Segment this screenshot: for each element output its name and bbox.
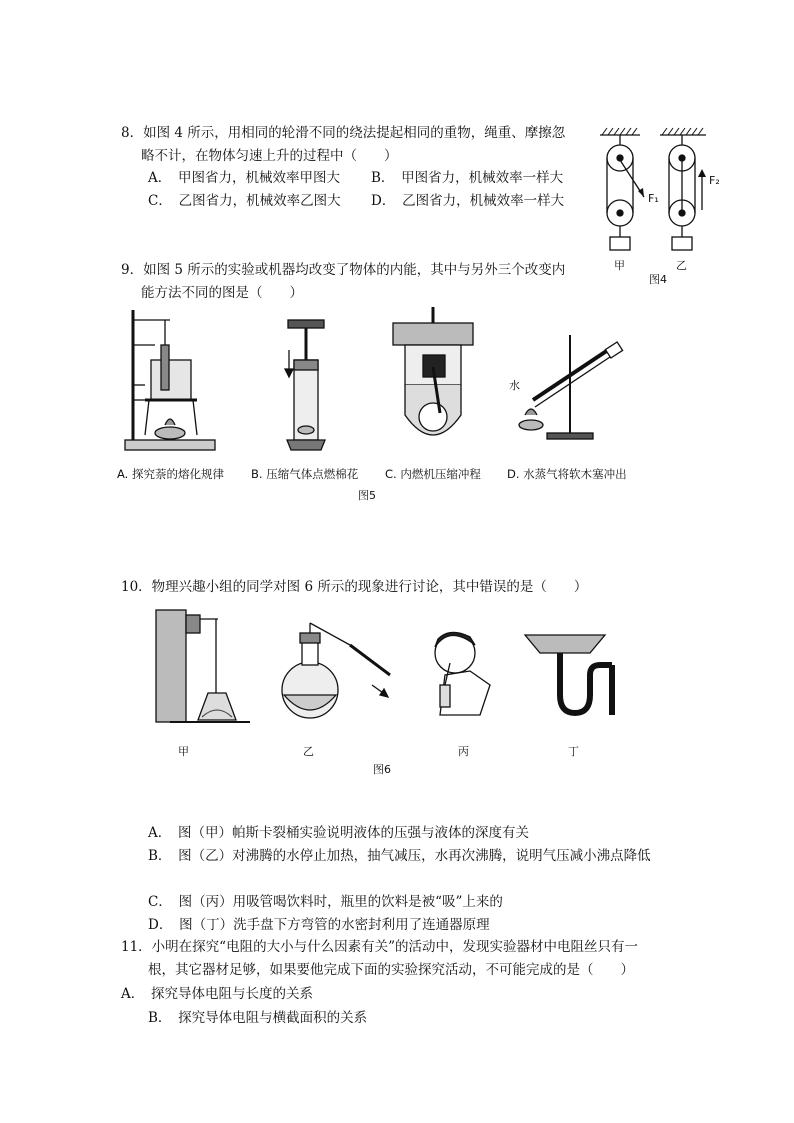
q8-option-c: C． 乙图省力，机械效率乙图大 <box>148 193 341 209</box>
figure6-label-yi: 乙 <box>303 745 314 758</box>
q8-option-b: B． 甲图省力，机械效率一样大 <box>371 170 564 186</box>
q8-stem-line2: 略不计，在物体匀速上升的过程中（ ） <box>141 148 398 164</box>
figure6-label-bing: 丙 <box>458 745 469 758</box>
figure-5-experiments <box>115 305 635 465</box>
q8-option-d: D． 乙图省力，机械效率一样大 <box>371 193 565 209</box>
figure5-caption-a: A. 探究萘的熔化规律 <box>117 467 224 481</box>
q9-stem-line2: 能方法不同的图是（ ） <box>141 285 303 301</box>
force-f1-label: F₁ <box>648 192 659 205</box>
figure5-caption-b: B. 压缩气体点燃棉花 <box>251 467 359 481</box>
figure4-label-jia: 甲 <box>614 259 625 272</box>
q10-stem: 10．物理兴趣小组的同学对图 6 所示的现象进行讨论，其中错误的是（ ） <box>121 579 588 595</box>
figure5-caption-c: C. 内燃机压缩冲程 <box>385 467 481 481</box>
q11-option-a: A． 探究导体电阻与长度的关系 <box>121 986 313 1002</box>
force-f2-label: F₂ <box>709 174 720 187</box>
figure5-water-label: 水 <box>509 379 520 392</box>
figure4-caption: 图4 <box>649 273 667 286</box>
q10-option-b: B． 图（乙）对沸腾的水停止加热，抽气减压，水再次沸腾，说明气压减小沸点降低 <box>148 848 651 864</box>
q8-stem-line1: 8．如图 4 所示，用相同的轮滑不同的绕法提起相同的重物，绳重、摩擦忽 <box>121 125 566 141</box>
figure5-caption: 图5 <box>358 489 376 502</box>
figure6-label-ding: 丁 <box>568 745 579 758</box>
q10-option-d: D． 图（丁）洗手盘下方弯管的水密封利用了连通器原理 <box>148 917 490 933</box>
figure6-label-jia: 甲 <box>178 745 189 758</box>
q8-option-a: A． 甲图省力，机械效率甲图大 <box>148 170 340 186</box>
q11-stem-line1: 11．小明在探究“电阻的大小与什么因素有关”的活动中，发现实验器材中电阻丝只有一 <box>121 939 638 955</box>
q11-option-b: B． 探究导体电阻与横截面积的关系 <box>148 1010 368 1026</box>
q9-stem-line1: 9．如图 5 所示的实验或机器均改变了物体的内能，其中与另外三个改变内 <box>121 262 566 278</box>
figure4-label-yi: 乙 <box>676 259 687 272</box>
figure6-caption: 图6 <box>373 763 391 776</box>
figure-6-phenomena <box>150 605 620 730</box>
q10-option-a: A． 图（甲）帕斯卡裂桶实验说明液体的压强与液体的深度有关 <box>148 825 529 841</box>
q11-stem-line2: 根，其它器材足够，如果要他完成下面的实验探究活动，不可能完成的是（ ） <box>148 962 634 978</box>
figure5-caption-d: D. 水蒸气将软木塞冲出 <box>507 467 627 481</box>
q10-option-c: C． 图（丙）用吸管喝饮料时，瓶里的饮料是被“吸”上来的 <box>148 894 503 910</box>
